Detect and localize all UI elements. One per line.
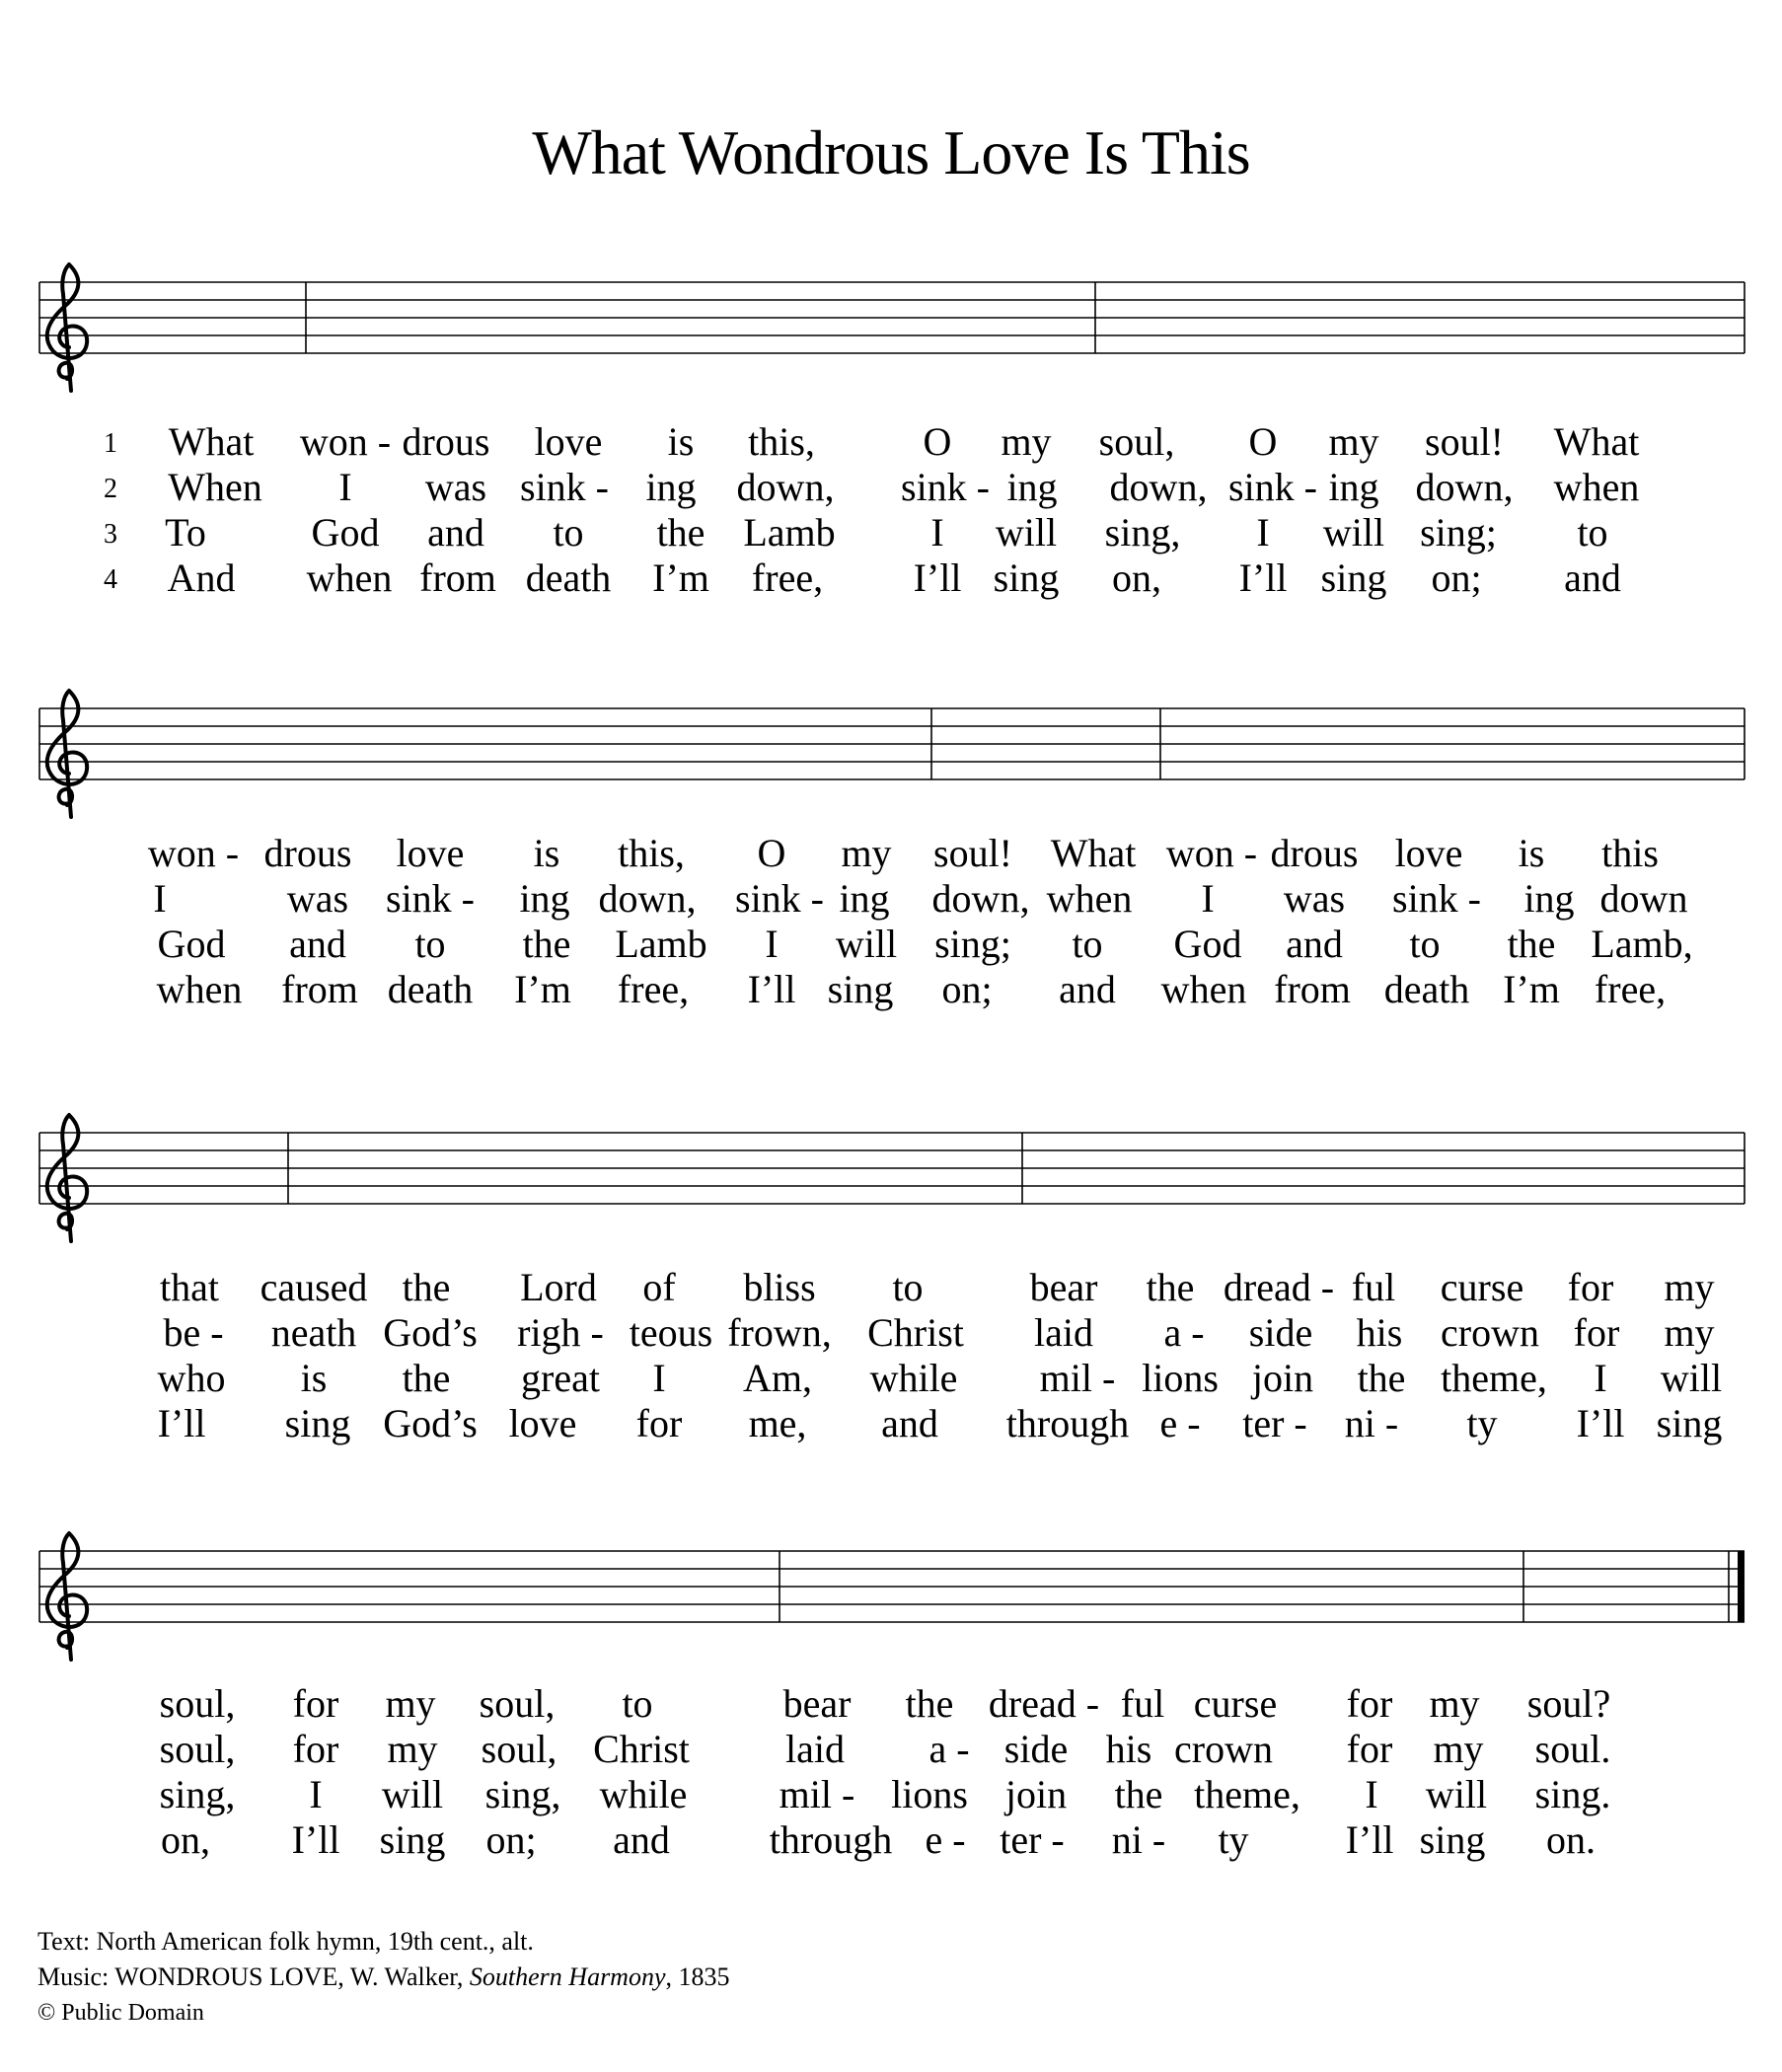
- syllable: I: [652, 1356, 666, 1400]
- syllable: God’s: [383, 1310, 478, 1355]
- syllable: ni -: [1344, 1401, 1399, 1445]
- syllable: I: [338, 465, 352, 509]
- syllable: ing: [1523, 876, 1575, 921]
- syllable: soul!: [933, 831, 1012, 875]
- syllable: sing,: [1104, 510, 1181, 555]
- syllable: to: [553, 510, 584, 555]
- syllable: ing: [1006, 465, 1058, 509]
- syllable: dread -: [1223, 1265, 1335, 1309]
- syllable: be -: [163, 1310, 224, 1355]
- syllable: soul,: [481, 1727, 557, 1771]
- syllable: and: [613, 1817, 670, 1862]
- syllable: sink -: [735, 876, 824, 921]
- syllable: sink -: [901, 465, 990, 509]
- syllable: sing: [993, 555, 1060, 600]
- syllable: my: [1664, 1265, 1715, 1309]
- syllable: for: [1346, 1727, 1393, 1771]
- syllable: side: [1003, 1727, 1069, 1771]
- syllable: What: [1553, 419, 1640, 464]
- lyric-line-verse-3: [0, 510, 1782, 555]
- syllable: to: [892, 1265, 924, 1309]
- syllable: when: [306, 555, 393, 600]
- syllable: for: [1573, 1310, 1620, 1355]
- syllable: was: [286, 876, 349, 921]
- syllable: when: [156, 967, 243, 1011]
- treble-clef-icon: [47, 264, 87, 391]
- syllable: down,: [931, 876, 1030, 921]
- music-credit-label: Music:: [37, 1962, 110, 1991]
- syllable: love: [1394, 831, 1463, 875]
- syllable: through: [769, 1817, 893, 1862]
- syllable: O: [1248, 419, 1278, 464]
- syllable: is: [1518, 831, 1545, 875]
- syllable: my: [1664, 1310, 1715, 1355]
- syllable: soul!: [1425, 419, 1504, 464]
- treble-clef-icon: [47, 691, 87, 817]
- syllable: love: [508, 1401, 577, 1445]
- syllable: this,: [748, 419, 815, 464]
- syllable: to: [622, 1681, 653, 1726]
- syllable: to: [1072, 922, 1103, 966]
- syllable: from: [1274, 967, 1351, 1011]
- lyric-line-verse-3: [0, 1356, 1782, 1401]
- syllable: ing: [645, 465, 697, 509]
- music-system-3: [0, 1077, 1782, 1265]
- syllable: for: [635, 1401, 683, 1445]
- syllable: I’ll: [157, 1401, 206, 1445]
- syllable: sing: [379, 1817, 446, 1862]
- syllable: sink -: [520, 465, 609, 509]
- lyric-line-verse-1: [0, 1265, 1782, 1310]
- syllable: will: [995, 510, 1058, 555]
- verse-number: 1: [104, 428, 117, 459]
- lyric-line-verse-4: [0, 1401, 1782, 1446]
- syllable: righ -: [517, 1310, 604, 1355]
- syllable: sing,: [484, 1772, 561, 1816]
- syllable: was: [424, 465, 487, 509]
- lyric-line-verse-2: [0, 465, 1782, 510]
- syllable: drous: [1270, 831, 1359, 875]
- syllable: I: [309, 1772, 323, 1816]
- lyric-line-verse-1: [0, 1681, 1782, 1727]
- lyric-line-verse-3: [0, 1772, 1782, 1817]
- syllable: e -: [925, 1817, 966, 1862]
- syllable: And: [167, 555, 236, 600]
- syllable: sink -: [1228, 465, 1317, 509]
- syllable: God’s: [383, 1401, 478, 1445]
- syllable: ty: [1218, 1817, 1249, 1862]
- syllable: my: [1429, 1681, 1480, 1726]
- syllable: a -: [928, 1727, 970, 1771]
- lyric-line-verse-2: [0, 1310, 1782, 1356]
- syllable: free,: [617, 967, 690, 1011]
- syllable: and: [1286, 922, 1343, 966]
- syllable: this,: [618, 831, 685, 875]
- syllable: on;: [1431, 555, 1482, 600]
- syllable: his: [1356, 1310, 1403, 1355]
- syllable: on,: [161, 1817, 210, 1862]
- syllable: What: [1050, 831, 1137, 875]
- music-credit: [37, 1960, 730, 1995]
- syllable: side: [1248, 1310, 1313, 1355]
- syllable: this: [1601, 831, 1659, 875]
- syllable: to: [1577, 510, 1608, 555]
- syllable: that: [160, 1265, 219, 1309]
- syllable: and: [289, 922, 346, 966]
- syllable: I’ll: [291, 1817, 340, 1862]
- syllable: soul,: [479, 1681, 556, 1726]
- syllable: caused: [260, 1265, 368, 1309]
- syllable: ful: [1120, 1681, 1165, 1726]
- syllable: curse: [1440, 1265, 1524, 1309]
- syllable: the: [1146, 1265, 1195, 1309]
- syllable: sing: [1419, 1817, 1486, 1862]
- syllable: was: [1283, 876, 1346, 921]
- syllable: down,: [736, 465, 835, 509]
- syllable: sink -: [386, 876, 475, 921]
- syllable: bear: [1029, 1265, 1098, 1309]
- syllable: the: [402, 1265, 451, 1309]
- lyric-line-verse-3: [0, 922, 1782, 967]
- syllable: lions: [1142, 1356, 1219, 1400]
- syllable: on;: [485, 1817, 537, 1862]
- syllable: sing;: [1420, 510, 1497, 555]
- syllable: bliss: [743, 1265, 816, 1309]
- syllable: great: [521, 1356, 600, 1400]
- syllable: is: [533, 831, 560, 875]
- syllable: I: [1201, 876, 1215, 921]
- lyric-line-verse-4: [0, 967, 1782, 1012]
- syllable: on.: [1546, 1817, 1596, 1862]
- syllable: ty: [1466, 1401, 1498, 1445]
- verse-number: 2: [104, 474, 117, 504]
- syllable: I: [1365, 1772, 1378, 1816]
- lyric-line-verse-1: [0, 831, 1782, 876]
- syllable: my: [841, 831, 892, 875]
- syllable: I: [765, 922, 779, 966]
- syllable: of: [642, 1265, 676, 1309]
- syllable: and: [427, 510, 484, 555]
- syllable: O: [757, 831, 786, 875]
- syllable: soul?: [1526, 1681, 1611, 1726]
- syllable: ing: [1328, 465, 1379, 509]
- lyric-line-verse-4: [0, 1817, 1782, 1863]
- syllable: on;: [941, 967, 993, 1011]
- syllable: dread -: [988, 1681, 1100, 1726]
- syllable: death: [1383, 967, 1470, 1011]
- music-system-4: [0, 1496, 1782, 1683]
- staff-2: [0, 639, 1782, 827]
- syllable: sink -: [1392, 876, 1481, 921]
- syllable: drous: [402, 419, 490, 464]
- syllable: I’ll: [913, 555, 962, 600]
- syllable: for: [292, 1727, 339, 1771]
- syllable: God: [311, 510, 380, 555]
- syllable: When: [168, 465, 262, 509]
- syllable: my: [387, 1727, 438, 1771]
- syllable: neath: [270, 1310, 357, 1355]
- syllable: will: [835, 922, 898, 966]
- syllable: To: [165, 510, 206, 555]
- syllable: through: [1005, 1401, 1130, 1445]
- syllable: What: [168, 419, 255, 464]
- syllable: the: [1114, 1772, 1163, 1816]
- syllable: drous: [263, 831, 352, 875]
- verse-number: 3: [104, 519, 117, 550]
- lyric-line-verse-1: [0, 419, 1782, 465]
- syllable: soul,: [159, 1681, 236, 1726]
- syllable: I: [1256, 510, 1270, 555]
- syllable: the: [522, 922, 571, 966]
- syllable: I: [153, 876, 167, 921]
- syllable: my: [1328, 419, 1379, 464]
- final-barline: [1738, 1551, 1745, 1622]
- syllable: down,: [1415, 465, 1514, 509]
- syllable: won -: [1165, 831, 1258, 875]
- credits: [37, 1924, 730, 2031]
- syllable: for: [1567, 1265, 1614, 1309]
- syllable: down,: [598, 876, 697, 921]
- syllable: ful: [1351, 1265, 1396, 1309]
- syllable: Lamb: [615, 922, 707, 966]
- syllable: free,: [1594, 967, 1667, 1011]
- syllable: O: [923, 419, 952, 464]
- syllable: on,: [1112, 555, 1161, 600]
- syllable: mil -: [779, 1772, 855, 1816]
- music-system-2: [0, 639, 1782, 827]
- syllable: Am,: [743, 1356, 812, 1400]
- syllable: lions: [891, 1772, 968, 1816]
- syllable: ing: [839, 876, 890, 921]
- syllable: e -: [1159, 1401, 1201, 1445]
- syllable: soul,: [1098, 419, 1175, 464]
- text-credit-value: North American folk hymn, 19th cent., alt.: [96, 1927, 534, 1956]
- syllable: sing: [1320, 555, 1387, 600]
- syllable: Christ: [593, 1727, 690, 1771]
- syllable: the: [1507, 922, 1556, 966]
- syllable: I’ll: [1576, 1401, 1625, 1445]
- syllable: I: [1594, 1356, 1607, 1400]
- syllable: will: [1322, 510, 1385, 555]
- syllable: laid: [1034, 1310, 1093, 1355]
- syllable: the: [402, 1356, 451, 1400]
- syllable: I’ll: [1345, 1817, 1394, 1862]
- syllable: and: [1059, 967, 1116, 1011]
- syllable: when: [1553, 465, 1640, 509]
- syllable: while: [599, 1772, 688, 1816]
- syllable: who: [157, 1356, 226, 1400]
- syllable: down,: [1109, 465, 1208, 509]
- text-credit: [37, 1924, 730, 1960]
- syllable: and: [1564, 555, 1621, 600]
- syllable: I’m: [652, 555, 709, 600]
- syllable: and: [881, 1401, 938, 1445]
- syllable: down: [1599, 876, 1688, 921]
- syllable: will: [1660, 1356, 1723, 1400]
- syllable: crown: [1174, 1727, 1273, 1771]
- syllable: Christ: [867, 1310, 964, 1355]
- syllable: teous: [629, 1310, 713, 1355]
- copyright: © Public Domain: [37, 2000, 204, 2026]
- syllable: join: [1004, 1772, 1068, 1816]
- syllable: curse: [1193, 1681, 1278, 1726]
- syllable: laid: [785, 1727, 845, 1771]
- syllable: when: [1160, 967, 1247, 1011]
- syllable: frown,: [727, 1310, 832, 1355]
- syllable: from: [419, 555, 496, 600]
- lyric-line-verse-4: [0, 555, 1782, 601]
- lyric-line-verse-2: [0, 1727, 1782, 1772]
- syllable: bear: [782, 1681, 852, 1726]
- syllable: mil -: [1039, 1356, 1116, 1400]
- syllable: God: [157, 922, 226, 966]
- syllable: is: [300, 1356, 328, 1400]
- lyric-line-verse-2: [0, 876, 1782, 922]
- syllable: Lamb: [743, 510, 836, 555]
- syllable: to: [414, 922, 446, 966]
- verse-number: 4: [104, 564, 117, 595]
- syllable: sing,: [159, 1772, 236, 1816]
- syllable: will: [1425, 1772, 1488, 1816]
- syllable: death: [387, 967, 474, 1011]
- syllable: won -: [299, 419, 392, 464]
- music-system-1: [0, 227, 1782, 414]
- staff-1: [0, 227, 1782, 414]
- syllable: from: [281, 967, 358, 1011]
- syllable: the: [905, 1681, 954, 1726]
- treble-clef-icon: [47, 1533, 87, 1660]
- syllable: sing: [284, 1401, 351, 1445]
- syllable: ter -: [1000, 1817, 1065, 1862]
- syllable: for: [292, 1681, 339, 1726]
- syllable: his: [1105, 1727, 1152, 1771]
- syllable: love: [396, 831, 465, 875]
- syllable: theme,: [1441, 1356, 1547, 1400]
- music-credit-value: WONDROUS LOVE, W. Walker,: [114, 1962, 464, 1991]
- syllable: me,: [748, 1401, 807, 1445]
- syllable: I’ll: [1238, 555, 1288, 600]
- syllable: when: [1046, 876, 1133, 921]
- syllable: sing: [1656, 1401, 1723, 1445]
- syllable: death: [525, 555, 612, 600]
- syllable: join: [1251, 1356, 1314, 1400]
- syllable: soul,: [159, 1727, 236, 1771]
- music-credit-book: Southern Harmony: [469, 1962, 666, 1991]
- staff-3: [0, 1077, 1782, 1265]
- syllable: a -: [1163, 1310, 1205, 1355]
- syllable: sing;: [934, 922, 1011, 966]
- syllable: sing: [827, 967, 894, 1011]
- syllable: I’ll: [747, 967, 796, 1011]
- syllable: while: [869, 1356, 958, 1400]
- syllable: sing.: [1534, 1772, 1611, 1816]
- syllable: ing: [519, 876, 570, 921]
- hymn-title: What Wondrous Love Is This: [532, 117, 1250, 187]
- syllable: to: [1409, 922, 1441, 966]
- syllable: my: [385, 1681, 436, 1726]
- syllable: my: [1001, 419, 1052, 464]
- syllable: ni -: [1111, 1817, 1166, 1862]
- staff-4: [0, 1496, 1782, 1683]
- syllable: the: [1357, 1356, 1406, 1400]
- syllable: theme,: [1194, 1772, 1300, 1816]
- syllable: I: [930, 510, 944, 555]
- syllable: God: [1173, 922, 1242, 966]
- treble-clef-icon: [47, 1115, 87, 1241]
- syllable: free,: [751, 555, 824, 600]
- syllable: soul.: [1534, 1727, 1611, 1771]
- syllable: I’m: [1503, 967, 1560, 1011]
- syllable: is: [667, 419, 695, 464]
- syllable: Lord: [520, 1265, 597, 1309]
- music-credit-year: , 1835: [665, 1962, 730, 1991]
- syllable: the: [656, 510, 705, 555]
- syllable: won -: [147, 831, 240, 875]
- syllable: my: [1433, 1727, 1484, 1771]
- syllable: for: [1346, 1681, 1393, 1726]
- syllable: love: [534, 419, 603, 464]
- syllable: ter -: [1242, 1401, 1307, 1445]
- syllable: will: [381, 1772, 444, 1816]
- syllable: Lamb,: [1591, 922, 1693, 966]
- text-credit-label: Text:: [37, 1927, 91, 1956]
- syllable: I’m: [514, 967, 571, 1011]
- syllable: crown: [1441, 1310, 1539, 1355]
